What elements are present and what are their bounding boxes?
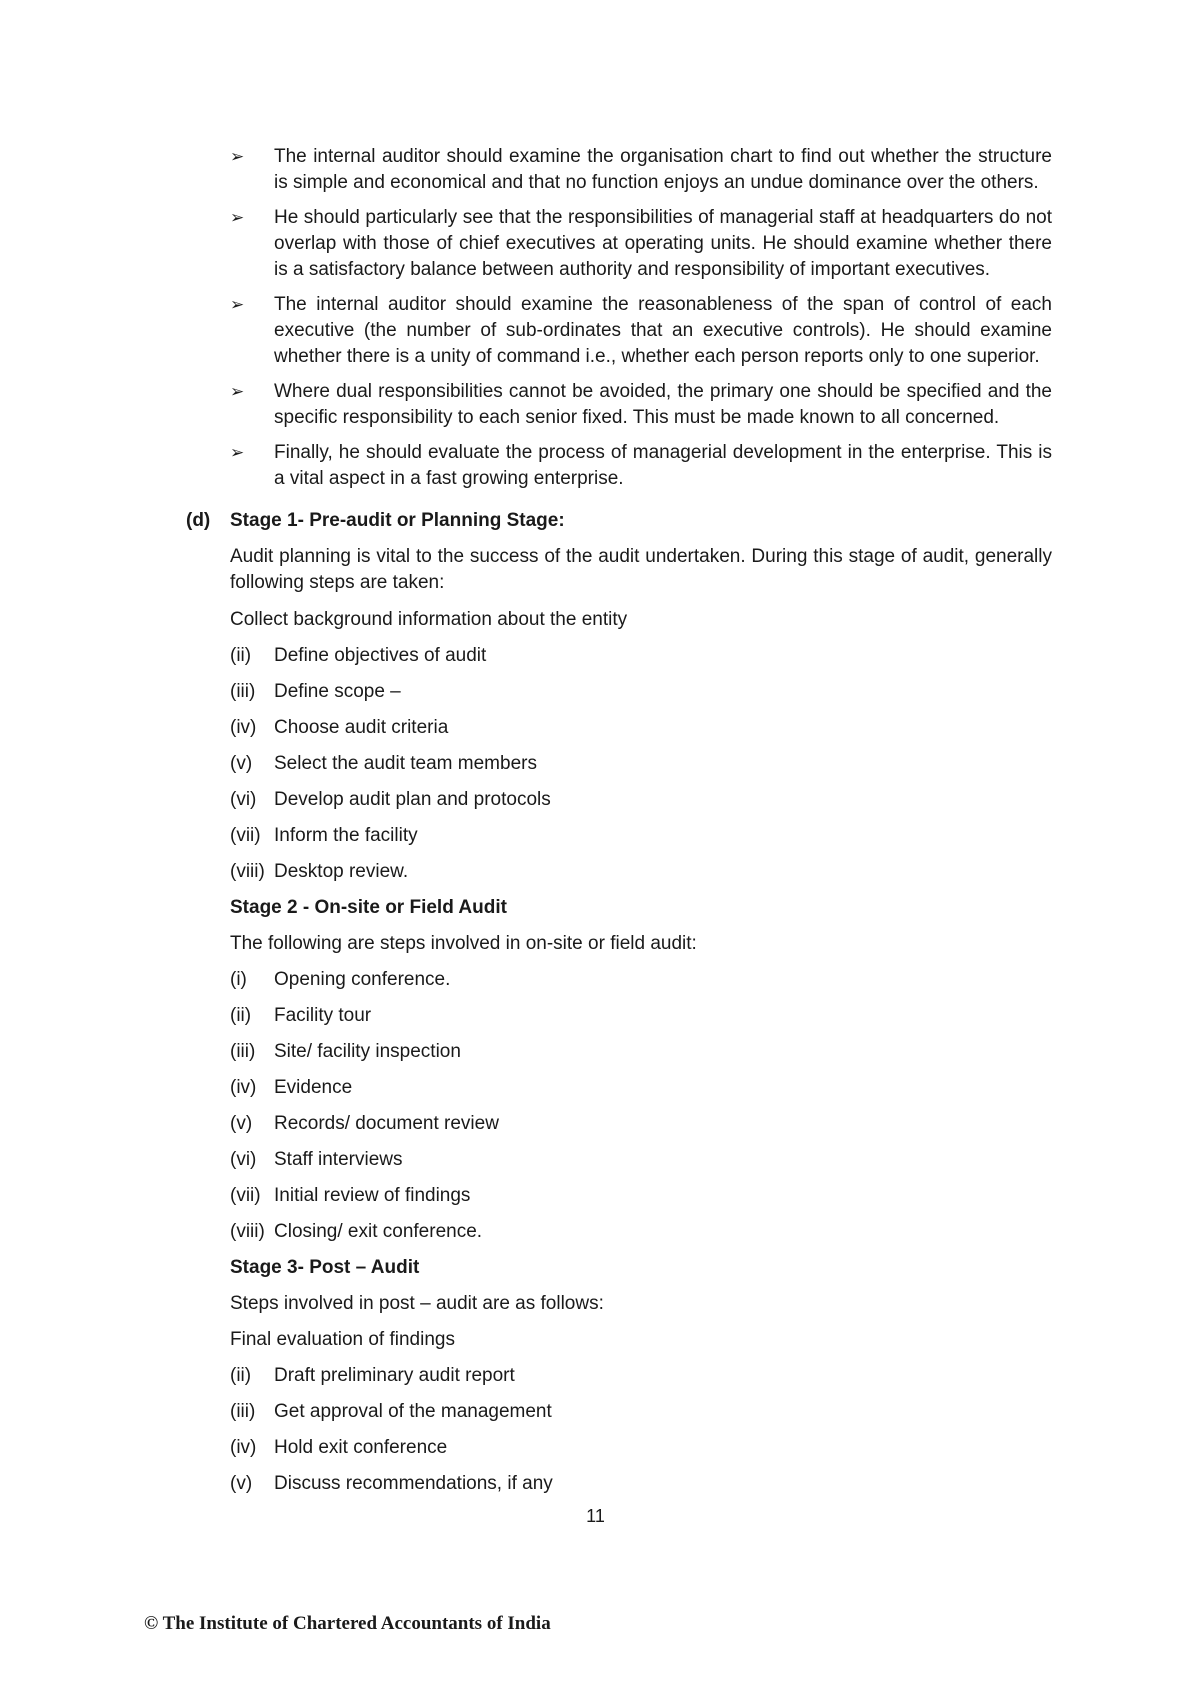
list-item	[230, 1219, 1052, 1255]
list-item	[230, 967, 1052, 1003]
bullet-text: Finally, he should evaluate the process of managerial development in the enterprise. This is a vital aspect in a fast growing enterprise.	[274, 442, 1052, 489]
list-item	[230, 1399, 1052, 1435]
item-number: (vii)	[230, 1185, 261, 1206]
item-number: (iii)	[230, 681, 256, 702]
item-text: Develop audit plan and protocols	[274, 789, 551, 810]
item-number: (i)	[230, 969, 247, 990]
bullet-text: The internal auditor should examine the organisation chart to find out whether the structure is simple and economical and that no function enjoys an undue dominance over the others.	[274, 146, 1052, 193]
stage1-first-step: Collect background information about the entity	[230, 609, 628, 630]
item-number: (v)	[230, 753, 253, 774]
item-number: (ii)	[230, 1005, 252, 1026]
list-item	[230, 1111, 1052, 1147]
item-text: Opening conference.	[274, 969, 451, 990]
item-text: Select the audit team members	[274, 753, 537, 774]
stage2-list	[230, 967, 1052, 1255]
stage3-first-step: Final evaluation of findings	[230, 1329, 455, 1350]
item-text: Records/ document review	[274, 1113, 499, 1134]
page-number: 11	[586, 1506, 605, 1526]
list-item	[230, 679, 1052, 715]
stage3-title: Stage 3- Post – Audit	[230, 1257, 420, 1278]
item-number: (v)	[230, 1113, 253, 1134]
stage1-intro-text: Audit planning is vital to the success of the audit undertaken. During this stage of audit, generally following steps are taken:	[230, 546, 1052, 593]
item-text: Draft preliminary audit report	[274, 1365, 515, 1386]
item-text: Define objectives of audit	[274, 645, 487, 666]
footer-copyright: © The Institute of Chartered Accountants of India	[144, 1613, 551, 1634]
list-item	[230, 715, 1052, 751]
item-number: (iv)	[230, 1077, 257, 1098]
item-text: Staff interviews	[274, 1149, 403, 1170]
item-number: (v)	[230, 1473, 253, 1494]
list-item	[230, 1363, 1052, 1399]
stage3-list	[230, 1363, 1052, 1507]
item-text: Choose audit criteria	[274, 717, 449, 738]
list-item	[230, 1183, 1052, 1219]
arrow-bullet-icon: ➢	[230, 295, 245, 314]
list-item	[230, 643, 1052, 679]
stage2-title: Stage 2 - On-site or Field Audit	[230, 897, 507, 918]
arrow-bullet-icon: ➢	[230, 443, 245, 462]
arrow-bullet-icon: ➢	[230, 382, 245, 401]
arrow-bullet-icon: ➢	[230, 208, 245, 227]
section-label: (d)	[186, 510, 211, 531]
item-text: Closing/ exit conference.	[274, 1221, 483, 1242]
item-number: (vi)	[230, 1149, 257, 1170]
item-number: (viii)	[230, 861, 265, 882]
arrow-bullet-icon: ➢	[230, 147, 245, 166]
stage1-list	[230, 643, 1052, 895]
item-text: Facility tour	[274, 1005, 372, 1026]
list-item	[230, 1075, 1052, 1111]
item-text: Inform the facility	[274, 825, 418, 846]
item-text: Define scope –	[274, 681, 401, 702]
stage3-intro: Steps involved in post – audit are as follows:	[230, 1293, 604, 1314]
bullet-text: Where dual responsibilities cannot be avoided, the primary one should be specified and the specific responsibility to each senior fixed. This must be made known to all concerned.	[274, 381, 1052, 428]
bullet-item	[230, 379, 1052, 431]
item-number: (vii)	[230, 825, 261, 846]
bullet-item	[230, 205, 1052, 283]
item-number: (iv)	[230, 717, 257, 738]
bullet-text: He should particularly see that the responsibilities of managerial staff at headquarters do not overlap with those of chief executives at operating units. He should examine whether there is a satisfactory balance between authority and responsibility of important executives.	[274, 207, 1052, 280]
bullet-text: The internal auditor should examine the reasonableness of the span of control of each executive (the number of sub-ordinates that an executive controls). He should examine whether there is a unity of command i.e., whether each person reports only to one superior.	[274, 294, 1052, 367]
list-item	[230, 1147, 1052, 1183]
item-text: Discuss recommendations, if any	[274, 1473, 553, 1494]
item-number: (vi)	[230, 789, 257, 810]
item-text: Hold exit conference	[274, 1437, 448, 1458]
item-number: (iii)	[230, 1401, 256, 1422]
item-text: Desktop review.	[274, 861, 409, 882]
stage2-intro: The following are steps involved in on-site or field audit:	[230, 933, 697, 954]
item-number: (ii)	[230, 1365, 252, 1386]
item-text: Evidence	[274, 1077, 353, 1098]
list-item	[230, 751, 1052, 787]
item-text: Site/ facility inspection	[274, 1041, 461, 1062]
item-number: (viii)	[230, 1221, 265, 1242]
list-item	[230, 1435, 1052, 1471]
item-number: (iv)	[230, 1437, 257, 1458]
list-item	[230, 823, 1052, 859]
list-item	[230, 1039, 1052, 1075]
item-text: Get approval of the management	[274, 1401, 552, 1422]
list-item	[230, 787, 1052, 823]
item-number: (ii)	[230, 645, 252, 666]
section-heading	[186, 508, 1052, 534]
bullet-item	[230, 144, 1052, 196]
bullet-item	[230, 292, 1052, 370]
item-number: (iii)	[230, 1041, 256, 1062]
item-text: Initial review of findings	[274, 1185, 471, 1206]
bullet-item	[230, 440, 1052, 492]
bullet-list	[230, 144, 1052, 501]
list-item	[230, 859, 1052, 895]
list-item	[230, 1003, 1052, 1039]
section-title: Stage 1- Pre-audit or Planning Stage:	[230, 510, 565, 531]
list-item	[230, 1471, 1052, 1507]
stage1-intro	[230, 544, 1052, 596]
